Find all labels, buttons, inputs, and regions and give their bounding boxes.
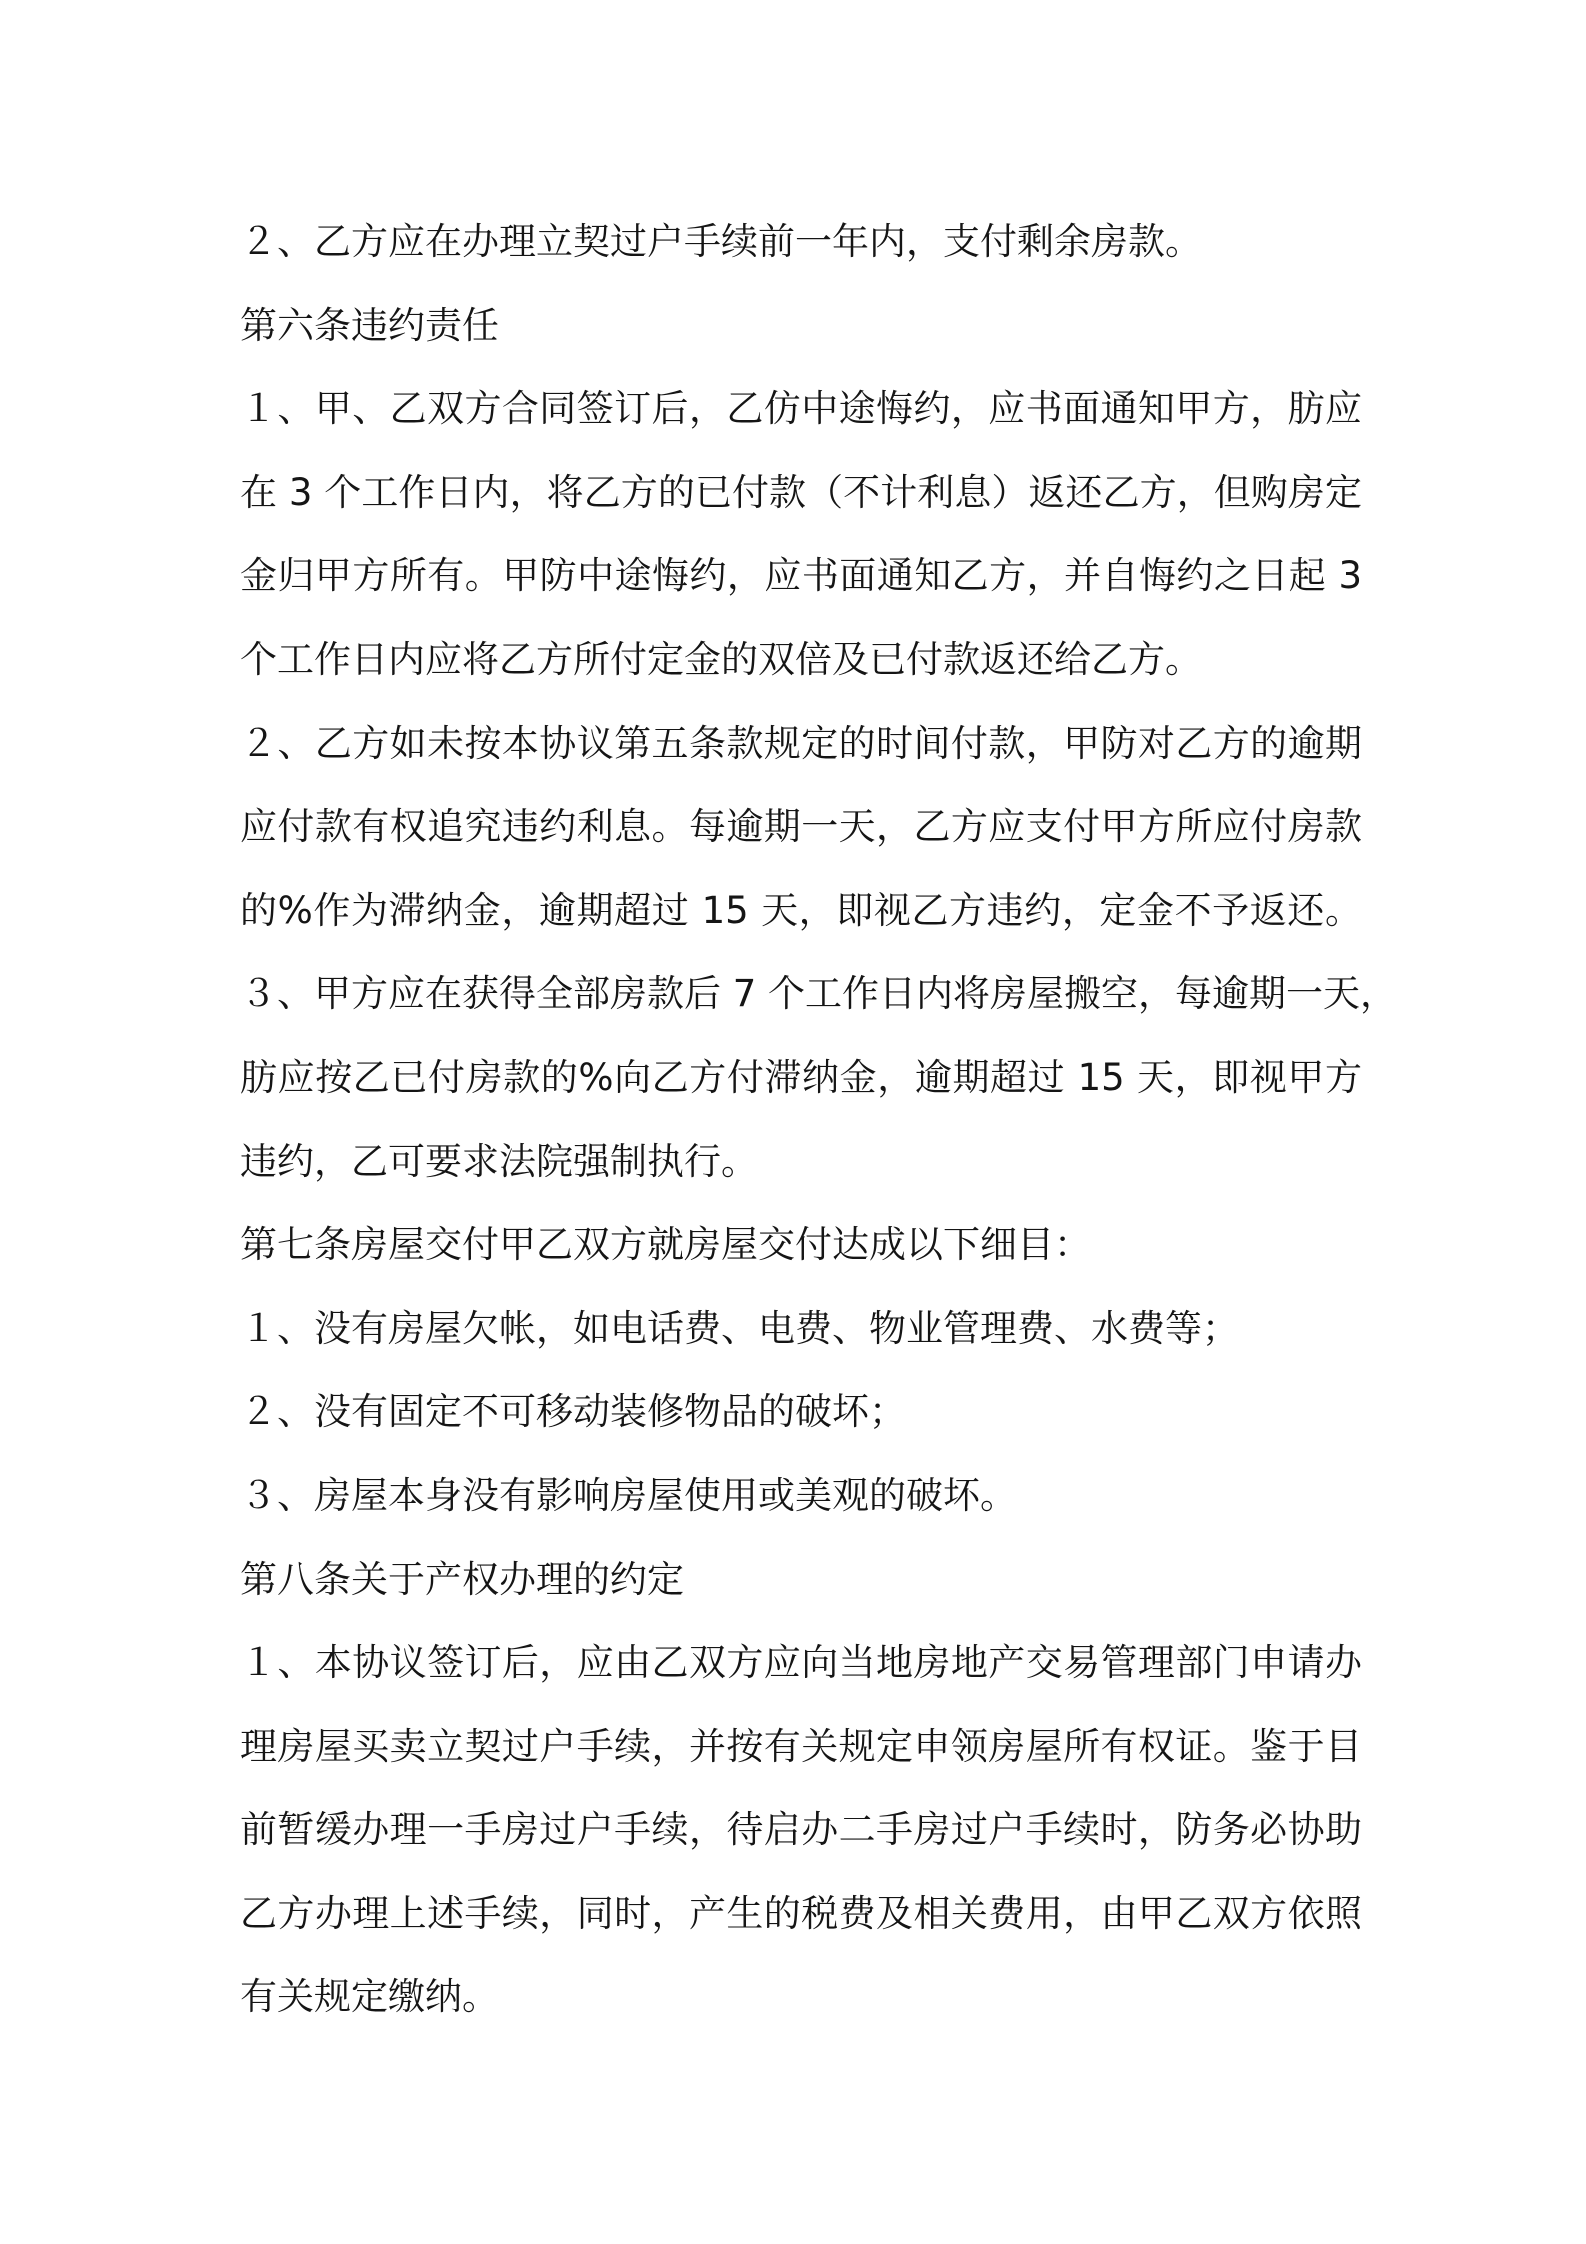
paragraph-line: ３、房屋本身没有影响房屋使用或美观的破坏。 (240, 1473, 1017, 1517)
paragraph-line: 有关规定缴纳。 (240, 1975, 499, 2019)
paragraph-line: ２、乙方应在办理立契过户手续前一年内，支付剩余房款。 (240, 220, 1202, 263)
paragraph-line: ２、乙方如未按本协议第五条款规定的时间付款，甲防对乙方的逾期 (240, 721, 1362, 765)
paragraph-line: １、本协议签订后，应由乙双方应向当地房地产交易管理部门申请办 (240, 1641, 1362, 1685)
section-heading: 第八条关于产权办理的约定 (240, 1557, 684, 1601)
paragraph-line: ３、甲方应在获得全部房款后 7 个工作日内将房屋搬空，每逾期一天， (240, 972, 1398, 1016)
paragraph-line: 在 3 个工作日内，将乙方的已付款（不计利息）返还乙方，但购房定 (240, 470, 1362, 514)
paragraph-line: 应付款有权追究违约利息。每逾期一天，乙方应支付甲方所应付房款 (240, 805, 1362, 849)
paragraph-line: 乙方办理上述手续，同时，产生的税费及相关费用，由甲乙双方依照 (240, 1891, 1362, 1935)
paragraph-line: 理房屋买卖立契过户手续，并按有关规定申领房屋所有权证。鉴于目 (240, 1724, 1362, 1768)
paragraph-line: ２、没有固定不可移动装修物品的破坏； (240, 1390, 906, 1434)
paragraph-line: 肪应按乙已付房款的%向乙方付滞纳金，逾期超过 15 天，即视甲方 (240, 1055, 1362, 1099)
paragraph-line: 的%作为滞纳金，逾期超过 15 天，即视乙方违约，定金不予返还。 (240, 888, 1362, 932)
paragraph-line: 前暂缓办理一手房过户手续，待启办二手房过户手续时，防务必协助 (240, 1808, 1362, 1852)
section-heading: 第六条违约责任 (240, 303, 499, 347)
paragraph-line: 违约，乙可要求法院强制执行。 (240, 1139, 758, 1183)
paragraph-line: 金归甲方所有。甲防中途悔约，应书面通知乙方，并自悔约之日起 3 (240, 554, 1362, 598)
paragraph-line: １、甲、乙双方合同签订后，乙仿中途悔约，应书面通知甲方，肪应 (240, 387, 1362, 431)
paragraph-line: １、没有房屋欠帐，如电话费、电费、物业管理费、水费等； (240, 1306, 1239, 1350)
section-heading: 第七条房屋交付甲乙双方就房屋交付达成以下细目： (240, 1223, 1091, 1267)
document-body (240, 200, 1398, 2039)
paragraph-line: 个工作日内应将乙方所付定金的双倍及已付款返还给乙方。 (240, 637, 1202, 681)
